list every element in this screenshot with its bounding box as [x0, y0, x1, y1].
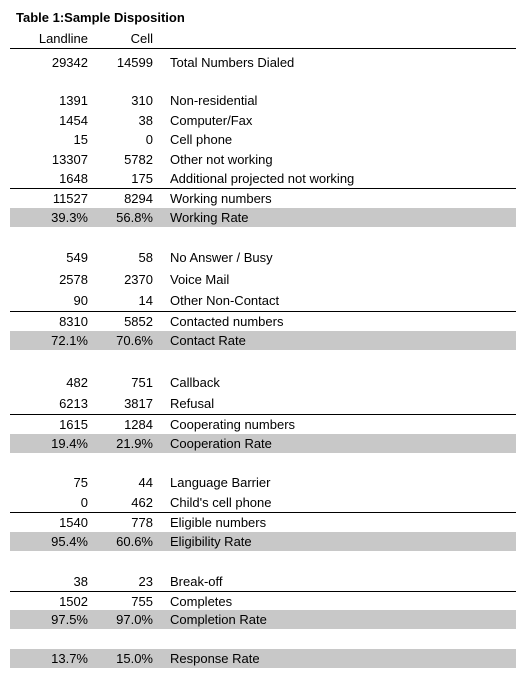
row-label: Total Numbers Dialed	[170, 55, 295, 70]
cell-value: 56.8%	[116, 210, 153, 225]
cell-value: 97.0%	[116, 612, 153, 627]
table-header	[10, 30, 516, 49]
table-row	[10, 311, 516, 331]
cell-value: 5782	[124, 152, 153, 167]
landline-value: 1648	[59, 171, 88, 186]
cell-value: 58	[138, 250, 153, 265]
table-row	[10, 591, 516, 611]
cell-value: 60.6%	[116, 534, 153, 549]
table-row	[10, 473, 516, 492]
row-label: Callback	[170, 375, 220, 390]
cell-value: 0	[145, 132, 153, 147]
row-label: Cooperating numbers	[170, 417, 296, 432]
landline-value: 90	[73, 293, 88, 308]
landline-value: 97.5%	[51, 612, 88, 627]
table-row	[10, 208, 516, 227]
row-label: Completes	[170, 594, 233, 609]
landline-value: 38	[73, 574, 88, 589]
landline-value: 1540	[59, 515, 88, 530]
cell-value: 8294	[124, 191, 153, 206]
row-label: Contact Rate	[170, 333, 246, 348]
cell-value: 1284	[124, 417, 153, 432]
landline-value: 11527	[52, 191, 88, 206]
table-row	[10, 572, 516, 591]
table-row	[10, 532, 516, 551]
table-row	[10, 331, 516, 350]
cell-value: 44	[138, 475, 153, 490]
header-cell: Cell	[130, 31, 153, 46]
row-label: Non-residential	[170, 93, 258, 108]
landline-value: 29342	[51, 55, 88, 70]
row-label: Break-off	[170, 574, 223, 589]
cell-value: 3817	[124, 396, 153, 411]
row-label: Cell phone	[170, 132, 233, 147]
cell-value: 2370	[124, 272, 153, 287]
row-label: Additional projected not working	[170, 171, 355, 186]
cell-value: 14	[138, 293, 153, 308]
landline-value: 1502	[59, 594, 88, 609]
table-row	[10, 649, 516, 668]
table-row	[10, 434, 516, 453]
landline-value: 1454	[59, 113, 88, 128]
landline-value: 8310	[59, 314, 88, 329]
cell-value: 755	[131, 594, 153, 609]
row-label: Other Non-Contact	[170, 293, 280, 308]
row-label: Child's cell phone	[170, 495, 272, 510]
cell-value: 15.0%	[116, 651, 153, 666]
row-label: Eligibility Rate	[170, 534, 252, 549]
row-label: Language Barrier	[170, 475, 271, 490]
table-row	[10, 53, 516, 72]
table-row	[10, 610, 516, 629]
landline-value: 0	[80, 495, 88, 510]
cell-value: 38	[138, 113, 153, 128]
table-title: Table 1:Sample Disposition	[16, 10, 185, 25]
header-landline: Landline	[38, 31, 88, 46]
landline-value: 19.4%	[51, 436, 88, 451]
row-label: No Answer / Busy	[170, 250, 273, 265]
row-label: Working Rate	[170, 210, 249, 225]
landline-value: 95.4%	[51, 534, 88, 549]
cell-value: 14599	[116, 55, 153, 70]
landline-value: 72.1%	[51, 333, 88, 348]
row-label: Voice Mail	[170, 272, 230, 287]
landline-value: 6213	[59, 396, 88, 411]
cell-value: 462	[131, 495, 153, 510]
table-row	[10, 512, 516, 532]
row-label: Other not working	[170, 152, 273, 167]
cell-value: 70.6%	[116, 333, 153, 348]
row-label: Response Rate	[170, 651, 260, 666]
cell-value: 310	[131, 93, 153, 108]
table-row	[10, 130, 516, 149]
row-label: Refusal	[170, 396, 215, 411]
cell-value: 5852	[124, 314, 153, 329]
cell-value: 778	[131, 515, 153, 530]
landline-value: 1615	[59, 417, 88, 432]
landline-value: 549	[66, 250, 88, 265]
landline-value: 482	[66, 375, 88, 390]
row-label: Contacted numbers	[170, 314, 284, 329]
landline-value: 1391	[59, 93, 88, 108]
table-row	[10, 270, 516, 289]
landline-value: 15	[73, 132, 88, 147]
table-row	[10, 291, 516, 310]
row-label: Cooperation Rate	[170, 436, 272, 451]
row-label: Completion Rate	[170, 612, 267, 627]
table-row	[10, 169, 516, 188]
table-row	[10, 493, 516, 512]
table-row	[10, 150, 516, 169]
landline-value: 75	[73, 475, 88, 490]
cell-value: 21.9%	[116, 436, 153, 451]
table-row	[10, 394, 516, 413]
cell-value: 23	[138, 574, 153, 589]
table-row	[10, 91, 516, 110]
row-label: Computer/Fax	[170, 113, 253, 128]
table-row	[10, 373, 516, 392]
table-row	[10, 414, 516, 434]
table-row	[10, 188, 516, 208]
row-label: Working numbers	[170, 191, 272, 206]
cell-value: 751	[131, 375, 153, 390]
landline-value: 39.3%	[51, 210, 88, 225]
landline-value: 13.7%	[51, 651, 88, 666]
landline-value: 2578	[59, 272, 88, 287]
table-row	[10, 248, 516, 267]
row-label: Eligible numbers	[170, 515, 267, 530]
landline-value: 13307	[51, 152, 88, 167]
table-row	[10, 111, 516, 130]
cell-value: 175	[131, 171, 153, 186]
